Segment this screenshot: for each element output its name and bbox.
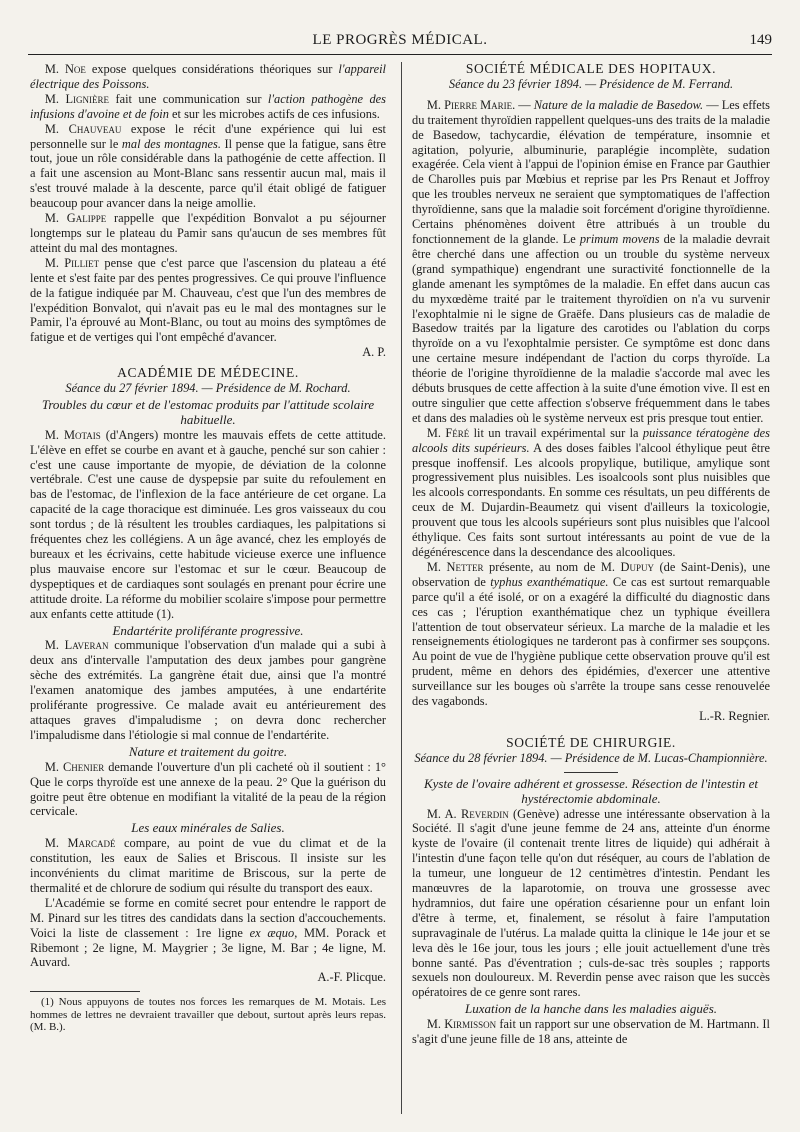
- paragraph: [30, 62, 386, 92]
- text-run: fait un rapport sur une observation de M. Hartmann. Il s'agit d'une jeune fille de 18 ans, atteinte de: [412, 1017, 771, 1047]
- paragraph: [30, 428, 386, 622]
- text-run: (d'Angers) montre les mauvais effets de cette attitude. L'élève en effet se courbe en avant et à gauche, penché sur son cahier : c'est une cause importante de myopie, de déviation de la colonne vertébrale. C'est une cause de dyspepsie par suite du refoulement en bas de l'estomac, de l'inflexion de la face antérieure de cet organe. La capacité de la cage thoracique est diminuée. Les gros vaisseaux du cou sont tordus ; de là résultent les troubles cardiaques, les palpitations si fréquentes chez les collégiens. A un âge avancé, chez les employés de bureaux et les écrivains, cette habitude vicieuse exerce une influence plus mauvaise encore sur l'estomac et sur le cœur. Beaucoup de dyspeptiques et de cardiaques sont soulagés en prenant pour écrire une attitude droite. La réforme du mobilier scolaire s'impose pour permettre aux enfants cette attitude (1).: [30, 427, 386, 621]
- person-name: M. Netter: [426, 559, 484, 574]
- text-run: A des doses faibles l'alcool éthylique peut être presque inoffensif. Les alcools propylique, butilique, amylique sont progressivement plus nuisibles. Les isoalcools sont plus nuisibles que les alcools correspondants. En somme ces résultats, un peu différents de ceux de M. Dujardin-Beaumetz qui visent d'ailleurs la toxicologie, prouvent que tous les alcools supérieurs sont plus nuisibles que l'alcool éthylique. Ces faits sont surtout intéressants au point de vue de la dégénérescence dans la descendance des alcooliques.: [412, 440, 770, 559]
- text-run: demande l'ouverture d'un pli cacheté où il soutient : 1° Que le corps thyroïde est une annexe de la peau. 2° Que la guérison du goitre peut être obtenue en modifiant la vitalité de la peau de la région cervicale.: [30, 759, 386, 819]
- text-run: L'Académie se forme en comité secret pour entendre le rapport de M. Pinard sur les titres des candidats dans la section d'accouchements. Voici la liste de classement : 1re ligne: [30, 895, 386, 940]
- paragraph: [30, 256, 386, 345]
- italic-text: mal des montagnes.: [121, 136, 221, 151]
- text-run: de la maladie devrait être cherché dans une affection ou un trouble du système nerveux (grand sympathique) engendrant une suractivité fonctionnelle de la glande amenant les symptômes de la maladie. En effet dans aucun cas du myxœdème traité par le traitement thyroïdien on n'a vu survenir l'exophtalmie ni le signe de Graëfe. Dans plusieurs cas de maladie de Basedow traités par la ligature des carotides ou l'ablation du corps thyroïde on a vu l'exophtalmie persister. Ce symptôme est donc dans une certaine mesure indépendant de l'action du corps thyroïde. La théorie de l'origine thyroïdienne de la maladie s'accorde mal avec les débuts brusques de cette affection à la suite d'une émotion vive. Il est en outre singulier que cette affection s'observe fréquemment dans le tabes et dans des maladies où le système nerveux est pris presque tout entier.: [412, 231, 770, 425]
- subsection-title: Kyste de l'ovaire adhérent et grossesse. Résection de l'intestin et hystérectomie abdominale.: [423, 775, 759, 806]
- text-run: et sur les microbes actifs de ces infusions.: [168, 106, 380, 121]
- italic-text: primum movens: [579, 231, 660, 246]
- section-title: SOCIÉTÉ DE CHIRURGIE.: [506, 734, 676, 750]
- italic-text: ex æquo: [249, 925, 295, 940]
- text-run: rappelle que l'expédition Bonvalot a pu séjourner longtemps sur le plateau du Pamir sans qu'aucun de ses membres fût atteint du mal des montagnes.: [30, 211, 387, 255]
- person-name: M. Noe: [44, 62, 86, 76]
- signature: L.-R. Regnier.: [699, 708, 770, 723]
- subsection-title: Nature et traitement du goitre.: [128, 743, 288, 759]
- subsection-title: Luxation de la hanche dans les maladies aiguës.: [464, 1001, 718, 1017]
- paragraph: [30, 638, 386, 742]
- paragraph: [412, 807, 770, 1001]
- paragraph: [30, 836, 386, 896]
- signature: A. P.: [362, 345, 386, 360]
- text-run: Il pense que la fatigue, sans être tout, joue un rôle considérable dans la pathogénie de cette affection. Il a fait une ascension au Mont-Blanc sans ressentir aucun mal, mais il s'est trouvé malade à la descente, parce qu'il était obligé de fatiguer beaucoup pour avancer dans la neige amollie.: [30, 136, 386, 211]
- italic-text: puissance tératogène des alcools dits supérieurs.: [412, 425, 770, 455]
- person-name: M. A. Reverdin: [426, 806, 509, 821]
- right-column: [412, 62, 770, 1114]
- person-name: M. Marcadé: [44, 836, 116, 851]
- person-name: M. Kirmisson: [426, 1017, 497, 1032]
- section-meta: Séance du 28 février 1894. — Présidence de M. Lucas-Championnière.: [414, 750, 768, 765]
- person-name: M. Galippe: [44, 211, 107, 226]
- journal-title: LE PROGRÈS MÉDICAL.: [312, 32, 488, 48]
- text-run: expose le récit d'une expérience qui lui est personnelle sur le: [30, 121, 386, 151]
- text-run: (Genève) adresse une intéressante observation à la Société. Il s'agit d'une jeune femme de 24 ans, atteinte d'un énorme kyste de l'ovaire (il contenait trente litres de liquide) qui adhérait à l'intestin d'une façon telle qu'on dut réséquer, au cours de l'ablation de la tumeur, une longueur de 12 centimètres d'intestin. Pendant les manœuvres de la laparotomie, on trouva une grossesse avec hydramnios, dut faire une opération césarienne pour un enfant loin d'être à terme, et, finalement, se résolut à faire l'amputation supravaginale de l'utérus. La malade quitta la clinique le 14e jour et se leva dès le 16e jour, tous les jours ; elle jouit actuellement d'une très bonne santé. Pas d'éventration ; culs-de-sac très souples ; rapports sexuels non douloureux. M. Reverdin pense avec raison que les succès opératoires de ce genre sont rares.: [412, 806, 770, 1000]
- footnote: (1) Nous appuyons de toutes nos forces les remarques de M. Motais. Les hommes de lettres ne devraient travailler que debout, surtout après leurs repas. (M. B.).: [30, 996, 386, 1034]
- text-run: lit un travail expérimental sur la: [469, 425, 643, 440]
- italic-text: Nature de la maladie de Basedow.: [533, 97, 704, 112]
- subsection-title: Endartérite proliférante progressive.: [112, 622, 304, 638]
- text-run: présente, au nom de M.: [483, 559, 621, 574]
- paragraph: [30, 122, 386, 211]
- section-title: SOCIÉTÉ MÉDICALE DES HOPITAUX.: [465, 61, 717, 76]
- left-column: [30, 62, 386, 1114]
- section-title: ACADÉMIE DE MÉDECINE.: [117, 365, 299, 381]
- text-run: communique l'observation d'un malade qui a subi à deux ans d'intervalle l'amputation des deux jambes pour gangrène sèche des extrémités. La gangrène était due, ainsi que l'a montré l'examen anatomique des jambes amputées, à une endartérite proliférante progressive. Ce malade avait eu antérieurement des attaques graves d'impaludisme ; on devra donc rechercher l'impaludisme dans l'étiologie si mal connue de l'endartérite.: [30, 638, 386, 742]
- text-run: expose quelques considérations théoriques sur: [85, 62, 339, 76]
- person-name: M. Lignière: [44, 91, 110, 106]
- italic-text: typhus exanthématique.: [490, 574, 609, 589]
- text-run: — Les effets du traitement thyroïdien rappellent quelques-uns des traits de la maladie de Basedow, tachycardie, élévation de température, insomnie et agitation, polyurie, albuminurie, paraplégie incomplète, sudation exagérée. Cela vient à l'appui de l'opinion émise en France par Gauthier de Charolles puis par Mœbius et reprise par les Prs Renaut et Joffroy que les troubles nerveux ne seraient que symptomatiques de l'affection thyroïdienne, sans que la maladie soit forcément d'origine thyroïdienne. Certains phénomènes doivent être attribués à un trouble du fonctionnement de la glande. Le: [412, 97, 770, 246]
- paragraph: [30, 92, 386, 122]
- signature: A.-F. Plicque.: [317, 970, 386, 985]
- page-number: 149: [749, 32, 772, 48]
- paragraph: [412, 426, 770, 560]
- person-name: M. Chauveau: [44, 121, 122, 136]
- person-name: M. Motais: [44, 427, 101, 442]
- text-run: pense que c'est parce que l'ascension du plateau a été lente et s'est faite par des pentes progressives. Ce qui prouve l'influence de la fatigue indiquée par M. Chauveau, c'est que l'un des membres de l'expédition Bonvalot, qui n'avait pas eu le mal des montagnes sur le Pamir, l'a éprouvé au Mont-Blanc, ou tout au moins des symptômes de fatigue et de vertiges qui l'ont empêché d'avancer.: [30, 255, 386, 345]
- person-name: M. Féré: [426, 425, 470, 440]
- paragraph: [30, 896, 386, 971]
- text-run: Ce cas est surtout remarquable parce qu'il a été isolé, or on a exagéré la difficulté du diagnostic dans ces cas ; l'éruption exanthématique chez un typhique éveillera l'attention de tout observateur sérieux. La marche de la maladie et les renseignements étiologiques ne tarderont pas à confirmer ses soupçons. Au point de vue de l'hygiène publique cette observation prouve qu'il est prudent, même en dehors des épidémies, d'exercer une attentive surveillance sur les bouges où s'arrête la troupe sans cesse renouvelée des vagabonds.: [412, 574, 770, 709]
- text-run: —: [515, 97, 534, 112]
- section-rule: [564, 772, 618, 773]
- italic-text: l'appareil électrique des Poissons.: [30, 62, 386, 91]
- text-run: fait une communication sur: [109, 91, 268, 106]
- paragraph: [30, 211, 386, 256]
- footnote-rule: [30, 991, 140, 992]
- text-run: (de Saint-Denis), une observation de: [412, 559, 771, 589]
- paragraph: [412, 98, 770, 426]
- person-name: Dupuy: [620, 559, 654, 574]
- paragraph: [412, 1017, 770, 1047]
- person-name: M. Laveran: [44, 638, 109, 653]
- text-run: , MM. Porack et Ribemont ; 2e ligne, M. Maygrier ; 3e ligne, M. Bar ; 4e ligne, M. Auvard.: [30, 925, 387, 970]
- section-meta: Séance du 23 février 1894. — Présidence de M. Ferrand.: [448, 76, 734, 91]
- running-header: [28, 30, 772, 55]
- person-name: M. Chenier: [44, 759, 105, 774]
- paragraph: [30, 760, 386, 820]
- subsection-title: Les eaux minérales de Salies.: [131, 820, 285, 836]
- text-run: compare, au point de vue du climat et de la constitution, les eaux de Salies et Briscous. Il insiste sur les inconvénients du climat maritime de Briscous, sur la perte de thermalité et de chlorure de sodium qui résulte du transport des eaux.: [30, 836, 386, 895]
- paragraph: [412, 560, 770, 709]
- subsection-title: Troubles du cœur et de l'estomac produits par l'attitude scolaire habituelle.: [41, 396, 375, 427]
- person-name: M. Pilliet: [44, 255, 100, 270]
- italic-text: l'action pathogène des infusions d'avoine et de foin: [30, 91, 387, 121]
- section-meta: Séance du 27 février 1894. — Présidence de M. Rochard.: [65, 381, 351, 396]
- person-name: M. Pierre Marie.: [426, 97, 516, 112]
- column-divider: [401, 62, 402, 1114]
